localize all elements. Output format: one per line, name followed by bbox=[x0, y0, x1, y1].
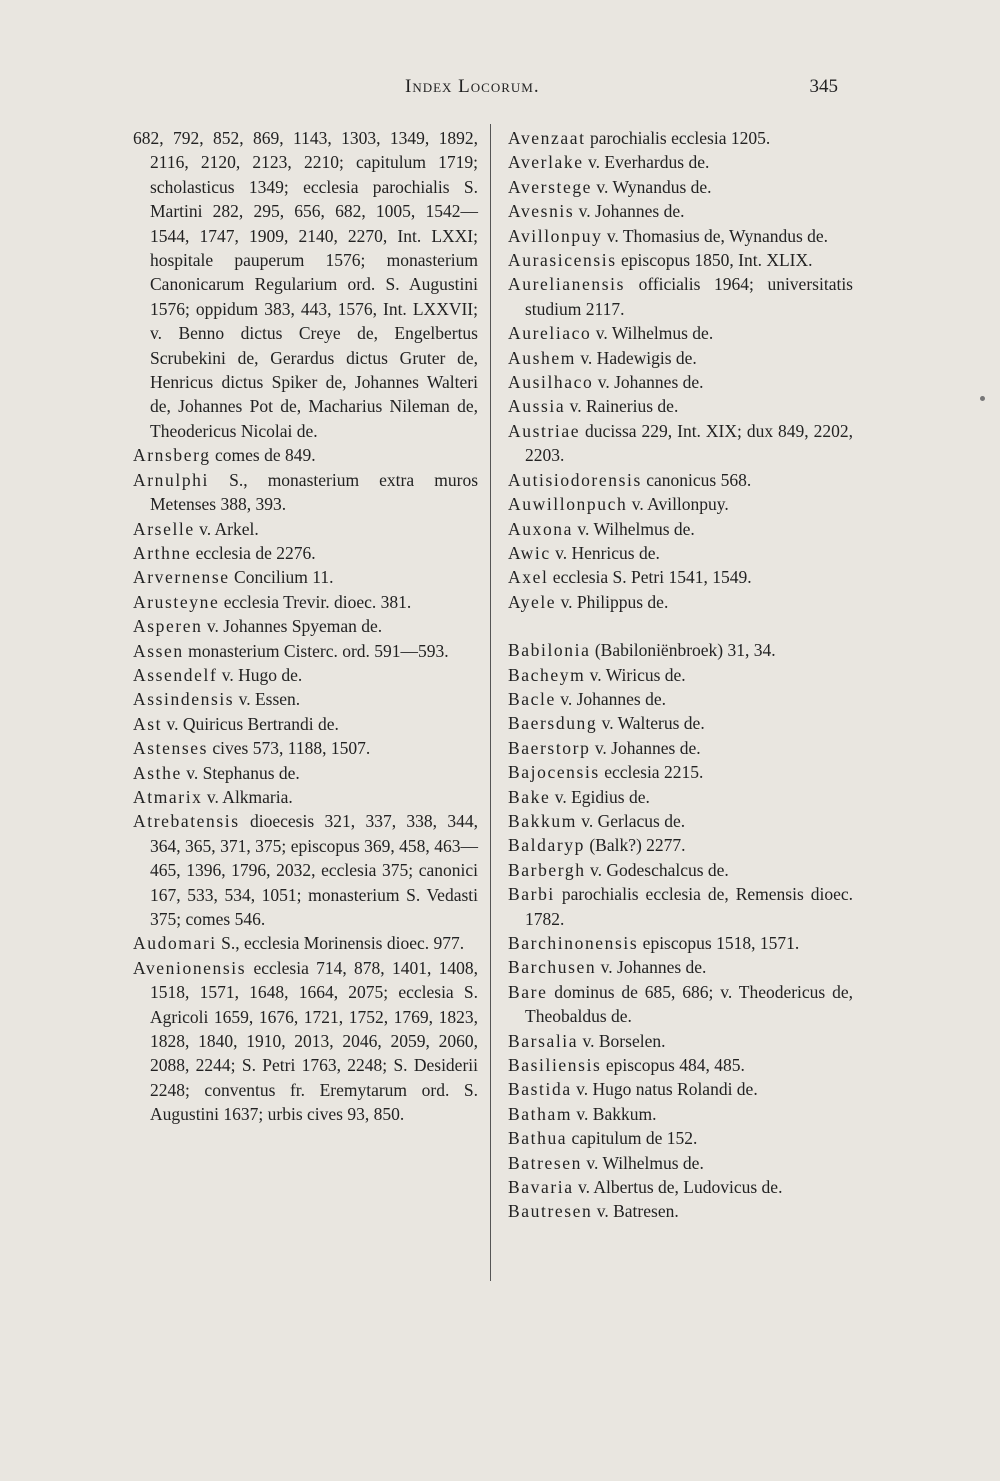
entry-headword: Asthe bbox=[133, 762, 182, 783]
entry-headword: Baldaryp bbox=[508, 835, 585, 856]
entry-text: ecclesia 2215. bbox=[599, 762, 704, 783]
entry-headword: Arnulphi bbox=[133, 469, 209, 490]
entry-headword: Avenzaat bbox=[508, 128, 586, 148]
index-entry bbox=[508, 541, 853, 565]
entry-text: S., ecclesia Morinensis dioec. 977. bbox=[216, 933, 465, 954]
entry-text: episcopus 1518, 1571. bbox=[638, 933, 800, 953]
left-column bbox=[133, 126, 478, 1127]
entry-text: v. Philippus de. bbox=[556, 591, 669, 612]
index-entry bbox=[508, 785, 853, 809]
entry-text: officialis 1964; universitatis studium 2117. bbox=[525, 274, 853, 319]
index-entry bbox=[508, 931, 853, 955]
index-entry bbox=[508, 663, 853, 687]
index-entry bbox=[508, 517, 853, 541]
entry-headword: Bacheym bbox=[508, 664, 586, 685]
entry-text: cives 573, 1188, 1507. bbox=[208, 738, 371, 759]
entry-headword: Arvernense bbox=[133, 567, 230, 588]
entry-text: episcopus 1850, Int. XLIX. bbox=[616, 250, 813, 271]
entry-text: v. Rainerius de. bbox=[565, 396, 679, 417]
index-entry bbox=[508, 565, 853, 589]
entry-text: v. Wynandus de. bbox=[592, 176, 712, 197]
page-header bbox=[0, 72, 1000, 102]
entry-headword: Astenses bbox=[133, 738, 209, 759]
entry-headword: Bathua bbox=[508, 1128, 568, 1149]
index-entry bbox=[508, 736, 853, 760]
entry-text: v. Johannes de. bbox=[590, 737, 701, 758]
entry-headword: Bakkum bbox=[508, 810, 577, 831]
index-entry bbox=[133, 614, 478, 638]
entry-headword: Batresen bbox=[508, 1152, 583, 1173]
index-entry bbox=[508, 760, 853, 784]
entry-text: parochialis ecclesia 1205. bbox=[585, 128, 771, 148]
entry-headword: Autisiodorensis bbox=[508, 469, 642, 490]
entry-headword: Assindensis bbox=[133, 689, 235, 710]
index-entry bbox=[133, 565, 478, 589]
entry-headword: Avillonpuy bbox=[508, 225, 603, 246]
entry-headword: Auxona bbox=[508, 518, 574, 539]
index-entry bbox=[508, 711, 853, 735]
entry-headword: Assendelf bbox=[133, 664, 218, 685]
entry-text: v. Stephanus de. bbox=[181, 762, 300, 783]
entry-headword: Barbi bbox=[508, 884, 555, 905]
index-entry bbox=[508, 419, 853, 468]
index-entry bbox=[508, 492, 853, 516]
entry-text: v. Borselen. bbox=[578, 1030, 666, 1051]
entry-headword: Bavaria bbox=[508, 1177, 574, 1198]
entry-headword: Averlake bbox=[508, 152, 584, 173]
index-entry bbox=[133, 639, 478, 663]
entry-headword: Arthne bbox=[133, 542, 192, 563]
index-entry bbox=[133, 931, 478, 955]
index-entry bbox=[508, 1077, 853, 1101]
entry-headword: Atrebatensis bbox=[133, 811, 240, 832]
entry-text: comes de 849. bbox=[210, 445, 316, 466]
entry-text: v. Avillonpuy. bbox=[627, 494, 729, 515]
entry-text: v. Hadewigis de. bbox=[575, 347, 697, 368]
index-entry bbox=[508, 346, 853, 370]
index-entry bbox=[508, 955, 853, 979]
entry-headword: Barchinonensis bbox=[508, 933, 639, 953]
entry-text: v. Johannes de. bbox=[574, 201, 685, 222]
index-entry bbox=[133, 443, 478, 467]
entry-text: v. Hugo natus Rolandi de. bbox=[571, 1079, 758, 1100]
index-entry bbox=[133, 126, 478, 443]
running-title: Index Locorum. bbox=[405, 76, 540, 97]
entry-text: dominus de 685, 686; v. Theodericus de, Theobaldus de. bbox=[525, 981, 853, 1027]
entry-headword: Aussia bbox=[508, 396, 566, 417]
entry-text: v. Johannes Spyeman de. bbox=[202, 616, 383, 637]
entry-text: v. Egidius de. bbox=[550, 786, 650, 807]
entry-text: v. Batresen. bbox=[592, 1201, 679, 1222]
entry-headword: Arselle bbox=[133, 518, 195, 539]
index-entry bbox=[508, 272, 853, 321]
index-entry bbox=[133, 590, 478, 614]
entry-headword: Bajocensis bbox=[508, 762, 600, 783]
entry-headword: Arusteyne bbox=[133, 591, 220, 612]
index-entry bbox=[133, 712, 478, 736]
entry-headword: Assen bbox=[133, 640, 184, 661]
entry-headword: Aurasicensis bbox=[508, 250, 617, 271]
entry-headword: Barchusen bbox=[508, 957, 597, 978]
entry-text: ecclesia Trevir. dioec. 381. bbox=[219, 591, 412, 612]
entry-text: v. Hugo de. bbox=[217, 664, 303, 685]
entry-text: v. Johannes de. bbox=[596, 957, 707, 978]
entry-text: v. Gerlacus de. bbox=[576, 810, 686, 831]
entry-headword: Batham bbox=[508, 1103, 573, 1124]
index-entry bbox=[508, 126, 853, 150]
entry-text: v. Thomasius de, Wynandus de. bbox=[602, 225, 829, 246]
entry-headword: Aureliaco bbox=[508, 323, 592, 344]
entry-headword: Babilonia bbox=[508, 640, 591, 661]
entry-headword: Bare bbox=[508, 981, 548, 1002]
entry-text: episcopus 484, 485. bbox=[601, 1055, 745, 1076]
index-entry bbox=[508, 468, 853, 492]
entry-text: monasterium Cisterc. ord. 591—593. bbox=[183, 640, 449, 661]
entry-text: v. Godeschalcus de. bbox=[585, 859, 729, 880]
index-entry bbox=[508, 638, 853, 662]
entry-text: dioecesis 321, 337, 338, 344, 364, 365, 371, 375; episcopus 369, 458, 463—465, 1396, 1796, 2032, ecclesia 375; canonici 167, 533, 534, 1051; monasterium S. Vedasti 375; comes 546. bbox=[150, 811, 478, 929]
entry-text: ecclesia de 2276. bbox=[191, 542, 316, 563]
entry-headword: Aushem bbox=[508, 347, 576, 368]
entry-headword: Ausilhaco bbox=[508, 372, 594, 393]
index-entry bbox=[508, 980, 853, 1029]
entry-text: v. Everhardus de. bbox=[583, 152, 710, 173]
index-entry bbox=[508, 590, 853, 614]
entry-text: v. Wilhelmus de. bbox=[582, 1152, 704, 1173]
index-entry bbox=[508, 1053, 853, 1077]
index-entry bbox=[508, 858, 853, 882]
entry-text: canonicus 568. bbox=[641, 469, 752, 490]
index-entry bbox=[508, 1102, 853, 1126]
entry-text: v. Bakkum. bbox=[572, 1103, 657, 1124]
entry-headword: Bake bbox=[508, 786, 551, 807]
index-entry bbox=[508, 199, 853, 223]
index-entry bbox=[508, 1126, 853, 1150]
entry-text: parochialis ecclesia de, Remensis dioec. 1782. bbox=[525, 884, 853, 929]
entry-headword: Barbergh bbox=[508, 859, 586, 880]
entry-headword: Asperen bbox=[133, 616, 203, 637]
index-entry bbox=[508, 833, 853, 857]
entry-headword: Audomari bbox=[133, 933, 217, 954]
entry-headword: Aurelianensis bbox=[508, 274, 626, 295]
column-divider bbox=[490, 124, 491, 1281]
index-entry bbox=[133, 785, 478, 809]
entry-headword: Awic bbox=[508, 542, 551, 563]
page-number: 345 bbox=[809, 76, 838, 97]
entry-text: v. Wilhelmus de. bbox=[573, 518, 695, 539]
index-entry bbox=[133, 687, 478, 711]
index-entry bbox=[508, 248, 853, 272]
index-entry bbox=[508, 1151, 853, 1175]
entry-headword: Avesnis bbox=[508, 201, 575, 222]
entry-text: v. Johannes de. bbox=[555, 688, 667, 709]
entry-text: S., monasterium extra muros Metenses 388, 393. bbox=[150, 469, 478, 515]
entry-text: v. Quiricus Bertrandi de. bbox=[162, 713, 339, 734]
entry-text: v. Alkmaria. bbox=[202, 786, 293, 807]
entry-headword: Arnsberg bbox=[133, 445, 211, 466]
index-entry bbox=[133, 517, 478, 541]
entry-headword: Atmarix bbox=[133, 786, 203, 807]
index-entry bbox=[508, 882, 853, 931]
entry-text: ducissa 229, Int. XIX; dux 849, 2202, 2203. bbox=[525, 420, 853, 466]
index-entry bbox=[508, 394, 853, 418]
entry-text: v. Walterus de. bbox=[597, 713, 705, 734]
entry-text: Concilium 11. bbox=[229, 567, 334, 588]
index-entry bbox=[133, 761, 478, 785]
index-entry bbox=[133, 956, 478, 1127]
entry-text: v. Henricus de. bbox=[550, 542, 660, 563]
entry-headword: Axel bbox=[508, 567, 549, 588]
entry-headword: Barsalia bbox=[508, 1030, 579, 1051]
index-entry bbox=[508, 175, 853, 199]
index-entry bbox=[508, 1029, 853, 1053]
index-entry bbox=[508, 224, 853, 248]
entry-headword: Ayele bbox=[508, 591, 557, 612]
entry-text: v. Wilhelmus de. bbox=[591, 323, 714, 344]
entry-text: v. Essen. bbox=[234, 689, 301, 710]
index-entry bbox=[133, 663, 478, 687]
entry-headword: Bastida bbox=[508, 1079, 572, 1100]
index-entry bbox=[508, 809, 853, 833]
entry-headword: Avenionensis bbox=[133, 957, 247, 978]
index-entry bbox=[508, 1199, 853, 1223]
entry-text: capitulum de 152. bbox=[567, 1128, 698, 1149]
right-column bbox=[508, 126, 853, 1224]
entry-headword: Ast bbox=[133, 713, 163, 734]
index-entry bbox=[508, 1175, 853, 1199]
entry-headword: Austriae bbox=[508, 420, 581, 441]
index-entry bbox=[133, 468, 478, 517]
entry-headword: Averstege bbox=[508, 176, 593, 197]
entry-text: 682, 792, 852, 869, 1143, 1303, 1349, 1892, 2116, 2120, 2123, 2210; capitulum 1719; scholasticus 1349; ecclesia parochialis S. Martini 282, 295, 656, 682, 1005, 1542—1544, 1747, 1909, 2140, 2270, Int. LXXI; hospitale pauperum 1576; monasterium Canonicarum Regularium ord. S. Augustini 1576; oppidum 383, 443, 1576, Int. LXXVII; v. Benno dictus Creye de, Engelbertus Scrubekini de, Gerardus dictus Gruter de, Henricus dictus Spiker de, Johannes Walteri de, Johannes Pot de, Macharius Nileman de, Theodericus Nicolai de. bbox=[133, 128, 478, 441]
index-entry bbox=[133, 736, 478, 760]
entry-text: (Babiloniënbroek) 31, 34. bbox=[590, 640, 776, 661]
entry-headword: Bautresen bbox=[508, 1201, 593, 1222]
index-entry bbox=[508, 687, 853, 711]
entry-text: v. Wiricus de. bbox=[585, 664, 686, 685]
index-entry bbox=[133, 541, 478, 565]
index-entry bbox=[508, 150, 853, 174]
entry-headword: Baersdung bbox=[508, 713, 598, 734]
entry-text: (Balk?) 2277. bbox=[584, 835, 686, 856]
index-entry bbox=[508, 321, 853, 345]
entry-text: ecclesia S. Petri 1541, 1549. bbox=[548, 567, 752, 588]
entry-headword: Bacle bbox=[508, 688, 556, 709]
entry-text: v. Johannes de. bbox=[593, 372, 704, 393]
index-entry bbox=[508, 370, 853, 394]
entry-text: v. Arkel. bbox=[194, 518, 259, 539]
entry-headword: Baerstorp bbox=[508, 737, 591, 758]
margin-dot bbox=[980, 396, 985, 401]
entry-headword: Auwillonpuch bbox=[508, 494, 628, 515]
entry-text: v. Albertus de, Ludovicus de. bbox=[573, 1177, 783, 1198]
entry-headword: Basiliensis bbox=[508, 1055, 602, 1076]
index-entry bbox=[133, 809, 478, 931]
entry-text: ecclesia 714, 878, 1401, 1408, 1518, 1571, 1648, 1664, 2075; ecclesia S. Agricoli 1659, 1676, 1721, 1752, 1769, 1823, 1828, 1840, 1910, 2013, 2046, 2059, 2060, 2088, 2244; S. Petri 1763, 2248; S. Desiderii 2248; conventus fr. Eremytarum ord. S. Augustini 1637; urbis cives 93, 850. bbox=[150, 957, 478, 1125]
